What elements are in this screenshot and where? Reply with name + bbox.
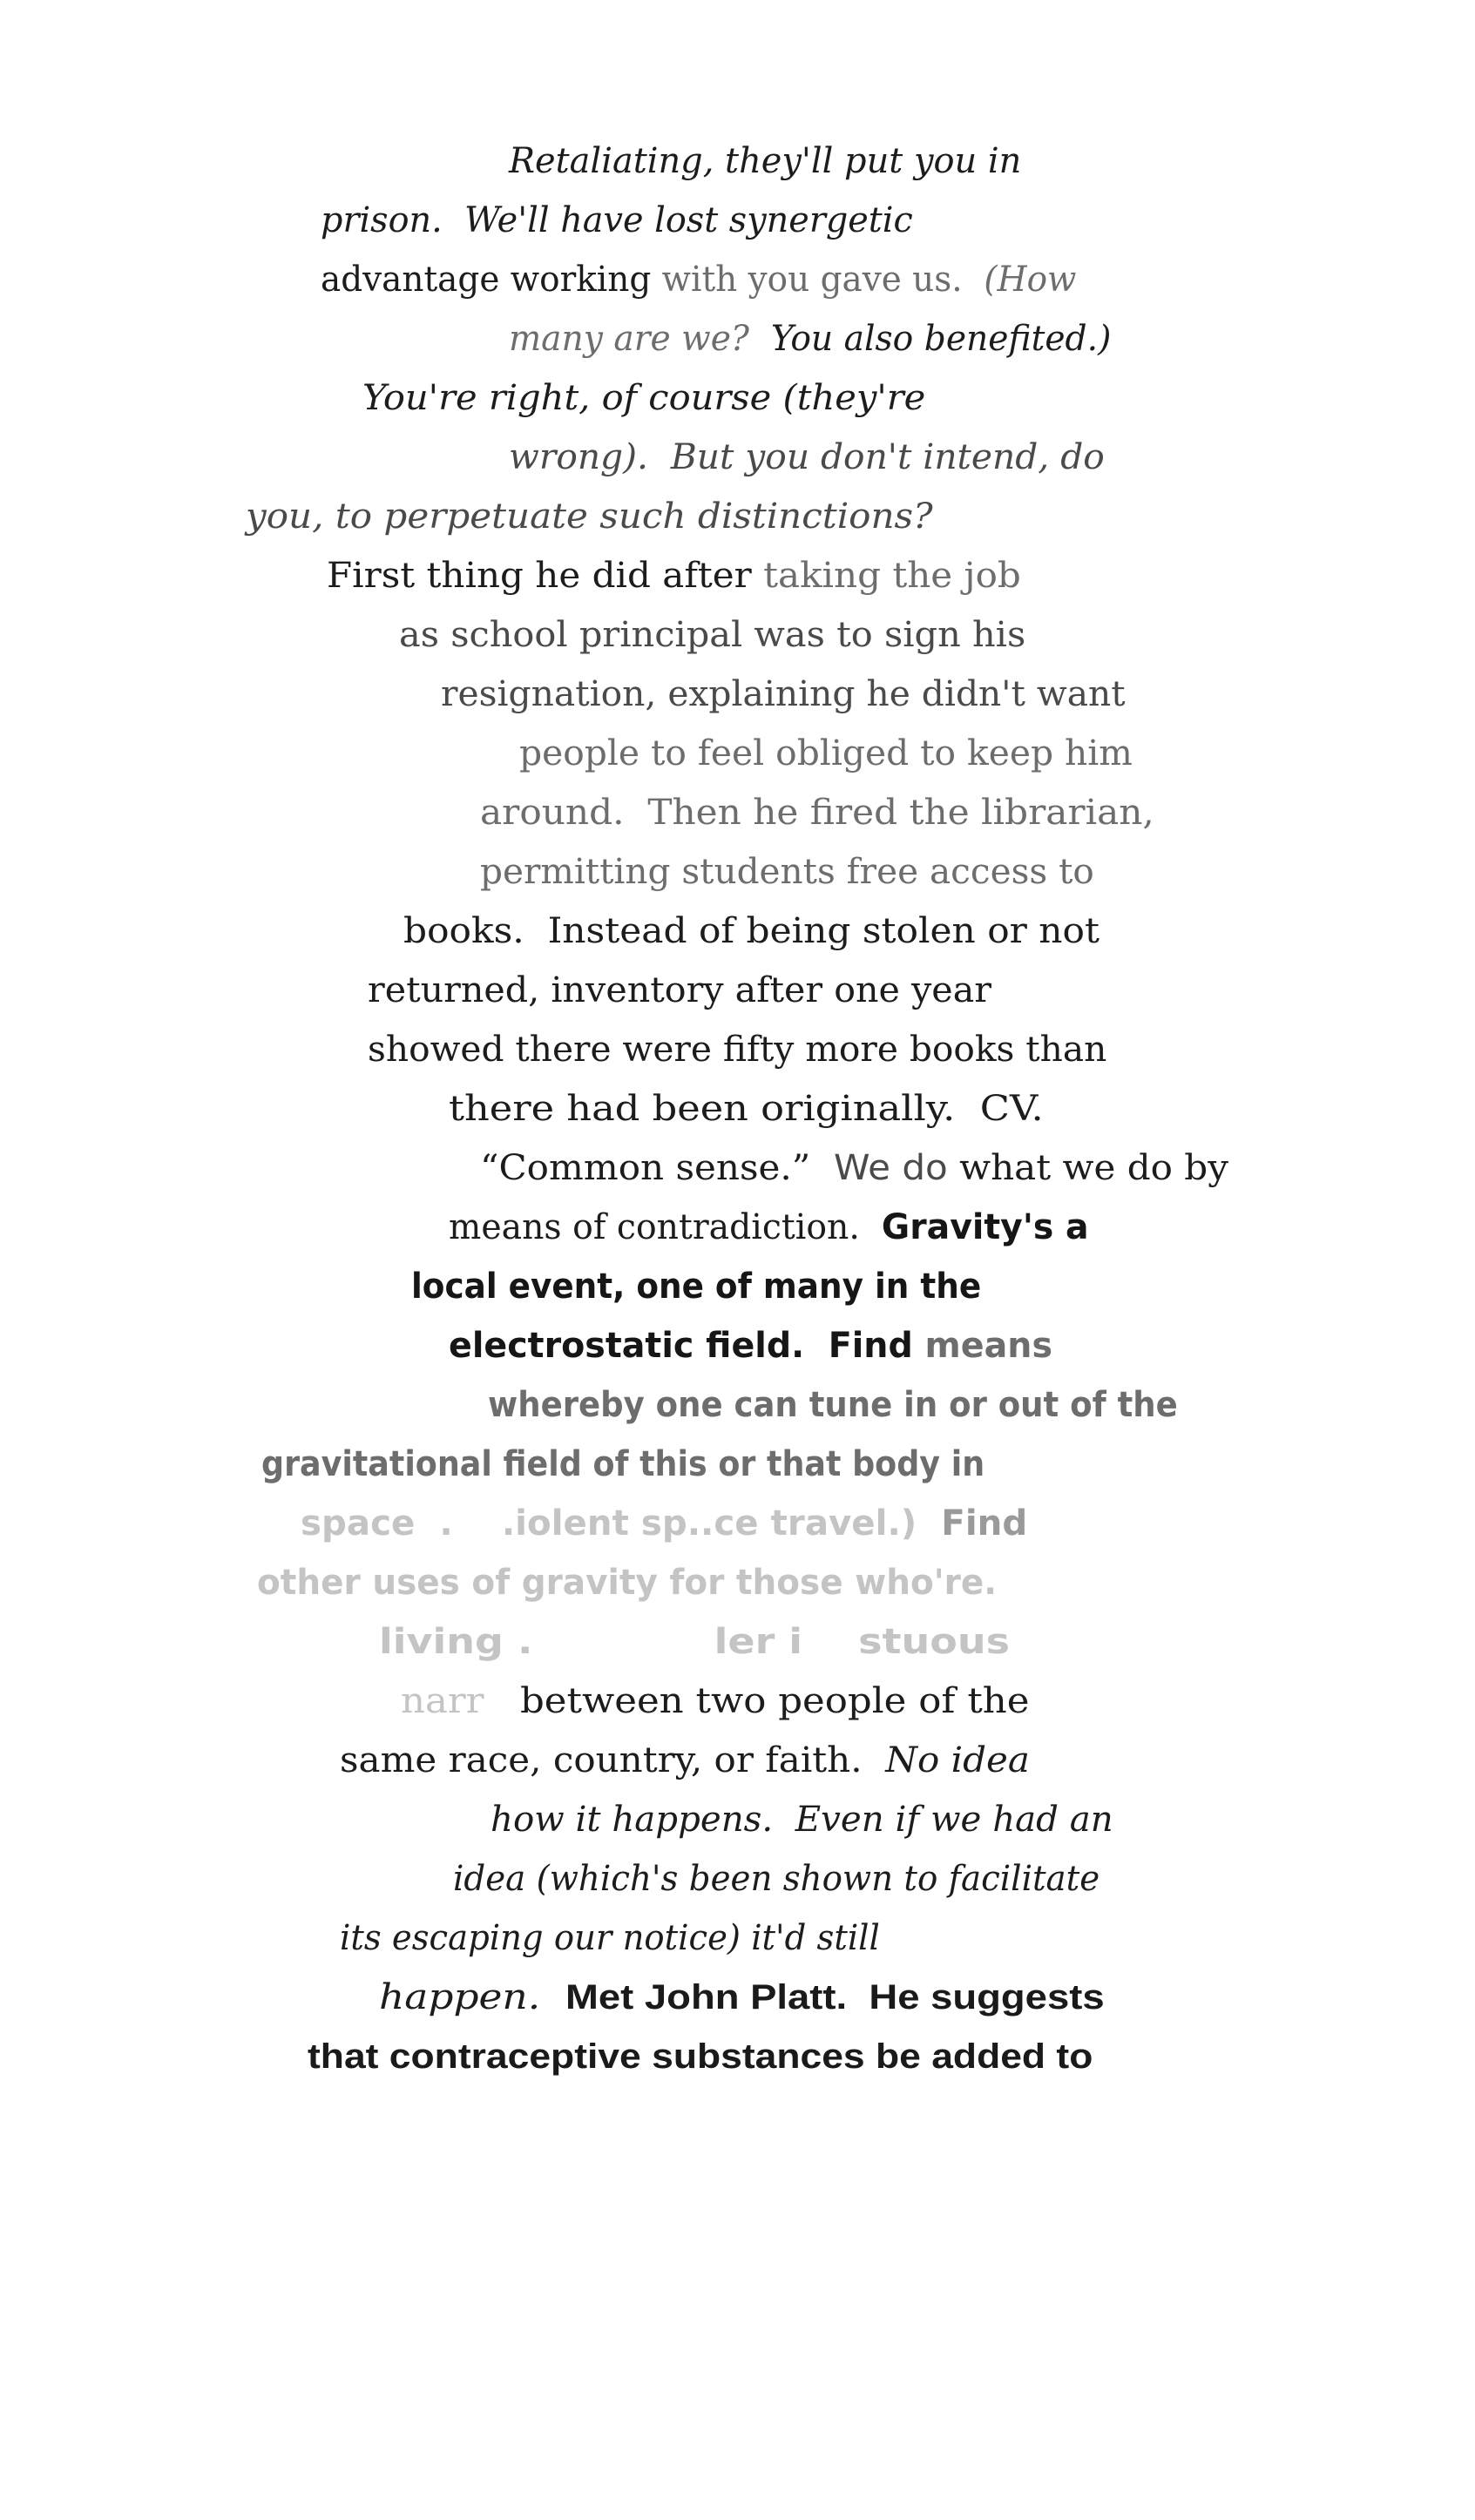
text-segment: Find bbox=[941, 1503, 1028, 1544]
text-segment: First thing he did after bbox=[327, 556, 764, 596]
text-segment: same race, country, or faith. bbox=[340, 1740, 886, 1780]
text-segment: idea (which's been shown to facilitate bbox=[453, 1859, 1100, 1899]
text-segment: (How bbox=[984, 260, 1077, 300]
text-segment: with you gave us. bbox=[661, 260, 984, 300]
text-line bbox=[449, 1206, 1089, 1249]
text-line bbox=[362, 376, 925, 420]
text-line bbox=[301, 1502, 1027, 1545]
text-segment: advantage working bbox=[321, 260, 662, 300]
text-segment: you, to perpetuate such distinctions? bbox=[246, 497, 933, 537]
text-segment: resignation, explaining he didn't want bbox=[441, 674, 1126, 714]
text-segment: No idea bbox=[885, 1740, 1030, 1780]
text-segment: there had been originally. CV. bbox=[449, 1089, 1044, 1129]
text-segment: “Common sense.” bbox=[480, 1148, 835, 1188]
text-segment: electrostatic field. Find bbox=[449, 1326, 925, 1366]
text-line bbox=[379, 1620, 1010, 1664]
text-line bbox=[480, 1146, 1228, 1190]
text-line bbox=[401, 1679, 1030, 1723]
text-segment: means bbox=[924, 1326, 1053, 1366]
text-line bbox=[340, 1739, 1030, 1782]
text-segment: You also benefited.) bbox=[770, 319, 1112, 359]
text-segment: permitting students free access to bbox=[480, 852, 1094, 892]
text-segment: how it happens. Even if we had an bbox=[491, 1800, 1113, 1840]
text-line bbox=[509, 139, 1021, 183]
text-segment: living . ler i stuous bbox=[379, 1622, 1010, 1662]
text-segment: its escaping our notice) it'd still bbox=[340, 1918, 880, 1958]
text-segment: means of contradiction. bbox=[449, 1207, 882, 1247]
text-line bbox=[519, 732, 1133, 775]
text-segment: showed there were fifty more books than bbox=[368, 1030, 1107, 1070]
text-segment: other uses of gravity for those who're. bbox=[257, 1563, 998, 1603]
text-line bbox=[321, 199, 913, 242]
text-line bbox=[368, 1028, 1106, 1071]
text-segment: Retaliating, they'll put you in bbox=[509, 141, 1022, 181]
text-segment: taking the job bbox=[763, 556, 1021, 596]
text-line bbox=[327, 554, 1021, 598]
text-segment: books. Instead of being stolen or not bbox=[403, 911, 1099, 951]
text-segment: local event, one of many in the bbox=[411, 1267, 982, 1307]
text-line bbox=[399, 613, 1025, 657]
text-line bbox=[441, 672, 1126, 716]
text-line bbox=[453, 1857, 1099, 1901]
text-line bbox=[509, 317, 1111, 361]
text-segment: returned, inventory after one year bbox=[368, 970, 991, 1010]
text-segment: happen. bbox=[379, 1977, 566, 2017]
text-line bbox=[509, 436, 1105, 479]
text-line bbox=[449, 1324, 1052, 1368]
text-segment: Met John Platt. He suggests bbox=[565, 1978, 1105, 2017]
text-segment: between two people of the bbox=[519, 1681, 1030, 1721]
text-line bbox=[449, 1087, 1044, 1131]
text-line bbox=[403, 909, 1099, 953]
text-line bbox=[480, 850, 1094, 894]
text-line bbox=[246, 495, 933, 538]
text-segment: We do bbox=[834, 1148, 960, 1188]
text-line bbox=[379, 1976, 1105, 2019]
text-segment: whereby one can tune in or out of the bbox=[488, 1385, 1178, 1425]
text-line bbox=[488, 1383, 1178, 1427]
text-line bbox=[340, 1916, 880, 1960]
text-line bbox=[308, 2035, 1093, 2078]
text-line bbox=[261, 1442, 984, 1486]
text-line bbox=[491, 1798, 1113, 1841]
text-segment: space . .iolent sp..ce travel.) bbox=[301, 1503, 942, 1544]
text-segment: You're right, of course (they're bbox=[362, 378, 926, 418]
text-segment: gravitational field of this or that body in bbox=[261, 1444, 985, 1484]
text-line bbox=[411, 1265, 981, 1308]
text-segment: people to feel obliged to keep him bbox=[519, 733, 1133, 774]
text-segment: around. Then he fired the librarian, bbox=[480, 793, 1154, 833]
text-line bbox=[480, 791, 1154, 834]
text-segment: narr bbox=[401, 1681, 520, 1721]
text-segment: that contraceptive substances be added to bbox=[308, 2037, 1093, 2076]
text-segment: prison. We'll have lost synergetic bbox=[321, 200, 913, 240]
text-segment: as school principal was to sign his bbox=[399, 615, 1026, 655]
text-segment: many are we? bbox=[509, 319, 771, 359]
text-segment: wrong). But you don't intend, do bbox=[509, 437, 1105, 477]
text-segment: what we do by bbox=[959, 1148, 1228, 1188]
text-line bbox=[321, 258, 1076, 301]
text-line bbox=[257, 1561, 997, 1605]
text-line bbox=[368, 969, 991, 1012]
text-segment: Gravity's a bbox=[881, 1207, 1089, 1247]
